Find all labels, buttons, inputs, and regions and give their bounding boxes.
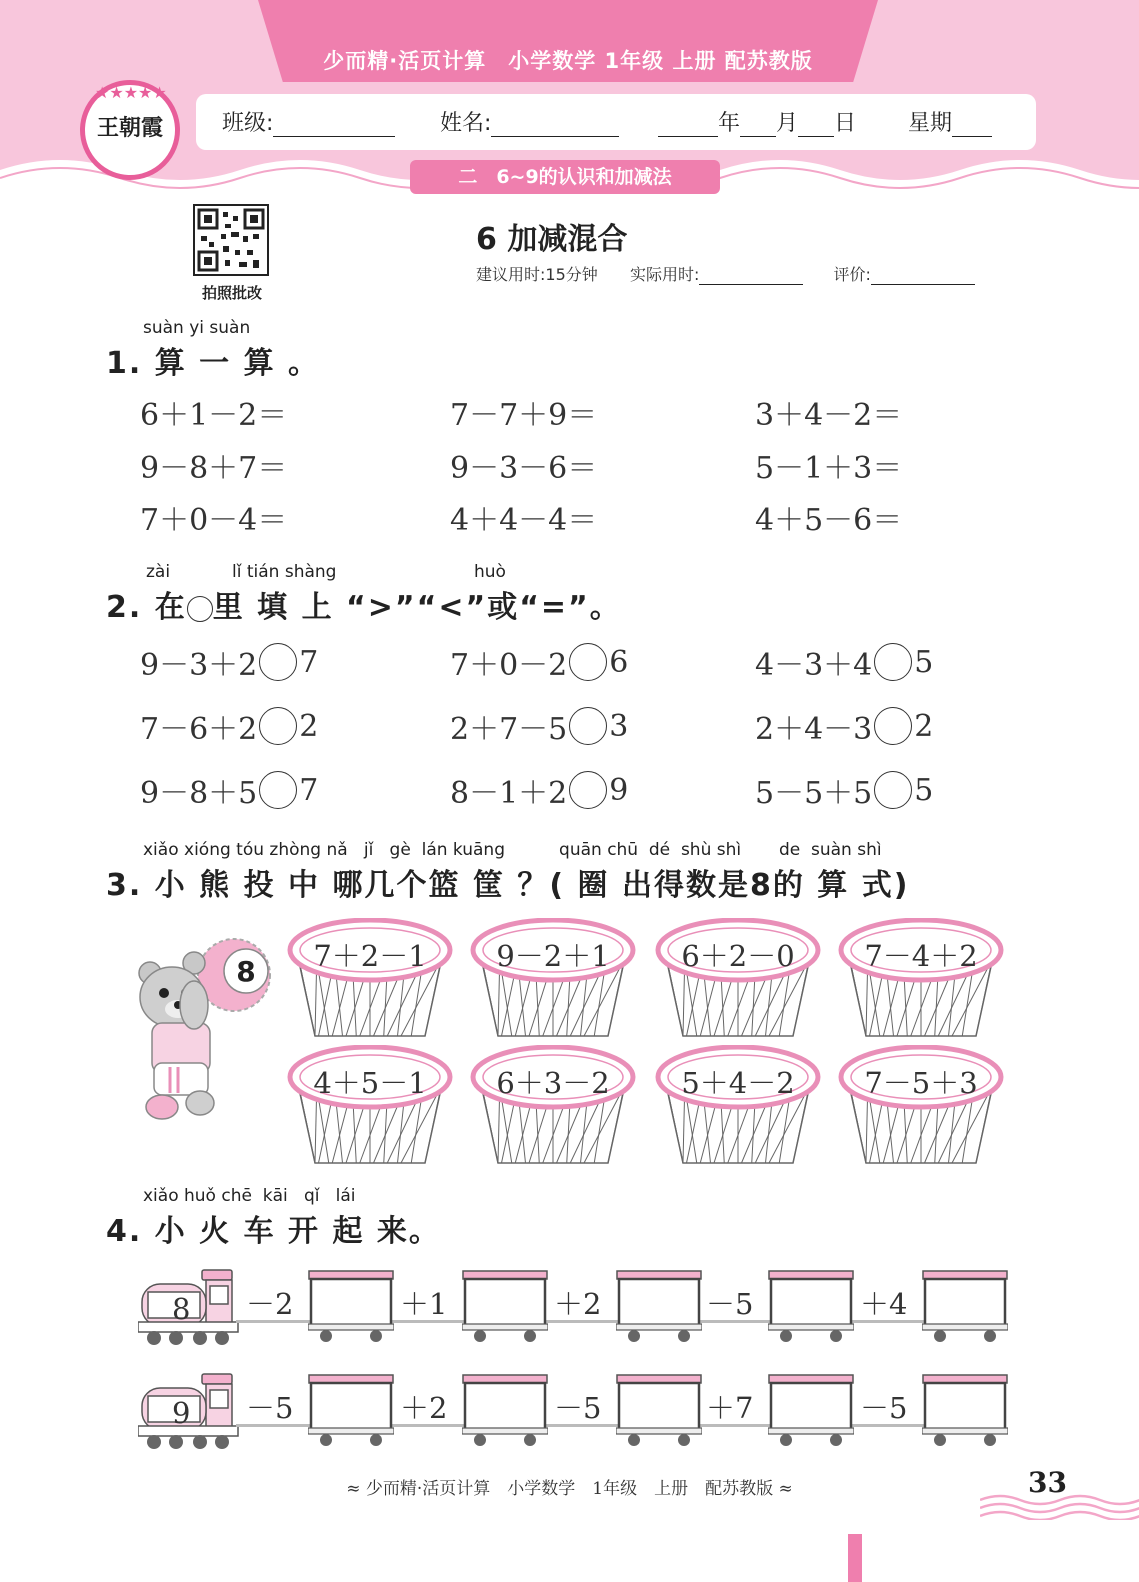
train-car-answer-box[interactable]	[768, 1374, 854, 1452]
q1-item[interactable]: 5－1＋3＝	[755, 451, 903, 486]
q2-item: 9－8＋5 7	[140, 772, 319, 811]
answer-circle[interactable]	[569, 643, 607, 681]
basket-expression: 6＋3－2	[496, 1066, 610, 1100]
q2-item: 4－3＋4 5	[755, 644, 934, 683]
train-operation: －5	[860, 1391, 908, 1425]
bear-icon	[134, 935, 274, 1125]
q2-pinyin: huò	[474, 562, 506, 582]
basket[interactable]	[287, 918, 447, 1048]
q2-item: 8－1＋2 9	[450, 772, 629, 811]
basket-expression: 6＋2－0	[681, 939, 795, 973]
answer-circle[interactable]	[259, 643, 297, 681]
answer-circle[interactable]	[874, 643, 912, 681]
train-car-answer-box[interactable]	[768, 1270, 854, 1348]
answer-circle[interactable]	[259, 771, 297, 809]
q1-item[interactable]: 9－8＋7＝	[140, 451, 288, 486]
train-engine	[138, 1368, 248, 1456]
basket-expression: 7＋2－1	[313, 939, 427, 973]
q2-pinyin: zài	[146, 562, 171, 582]
answer-circle[interactable]	[569, 771, 607, 809]
q4-pinyin: xiǎo huǒ chē kāi qǐ lái	[143, 1186, 356, 1206]
train-operation: －2	[246, 1287, 294, 1321]
train-car-answer-box[interactable]	[616, 1374, 702, 1452]
basket[interactable]	[655, 918, 815, 1048]
class-field[interactable]: 班级:	[222, 106, 395, 137]
train-operation: －5	[246, 1391, 294, 1425]
circle-icon	[187, 596, 213, 622]
train-operation: ＋2	[554, 1287, 602, 1321]
basket-expression: 9－2＋1	[496, 939, 610, 973]
name-field[interactable]: 姓名:	[440, 106, 619, 137]
q1-item[interactable]: 7＋0－4＝	[140, 503, 288, 538]
train-engine	[138, 1264, 248, 1352]
train-car-answer-box[interactable]	[308, 1270, 394, 1348]
q2-item: 9－3＋2 7	[140, 644, 319, 683]
answer-circle[interactable]	[569, 707, 607, 745]
train-start-number: 9	[172, 1396, 191, 1430]
lesson-title: 6 加减混合	[476, 222, 628, 257]
train-operation: －5	[554, 1391, 602, 1425]
train-operation: ＋2	[400, 1391, 448, 1425]
ball-number: 8	[236, 955, 256, 988]
q2-item: 5－5＋5 5	[755, 772, 934, 811]
train-car-answer-box[interactable]	[922, 1270, 1008, 1348]
basket-expression: 7－4＋2	[864, 939, 978, 973]
q1-item[interactable]: 4＋4－4＝	[450, 503, 598, 538]
brand-logo: ★★★★★ 王朝霞	[80, 80, 180, 180]
q2-pinyin: lǐ tián shàng	[232, 562, 337, 582]
answer-circle[interactable]	[259, 707, 297, 745]
q2-item: 7－6＋2 2	[140, 708, 319, 747]
answer-circle[interactable]	[874, 707, 912, 745]
train-car-answer-box[interactable]	[308, 1374, 394, 1452]
q2-item: 7＋0－2 6	[450, 644, 629, 683]
train-operation: ＋7	[706, 1391, 754, 1425]
weekday-field[interactable]: 星期	[908, 106, 992, 137]
qr-label: 拍照批改	[201, 284, 262, 302]
basket-expression: 4＋5－1	[313, 1066, 427, 1100]
q1-item[interactable]: 9－3－6＝	[450, 451, 598, 486]
basket[interactable]	[838, 1045, 998, 1175]
train-car-answer-box[interactable]	[616, 1270, 702, 1348]
page-number: 33	[1028, 1466, 1067, 1499]
q4-title: 4. 小 火 车 开 起 来。	[106, 1214, 441, 1249]
star-icon: ★★★★★	[95, 83, 167, 102]
unit-title: 二 6~9的认识和加减法	[410, 160, 720, 194]
basket[interactable]	[287, 1045, 447, 1175]
q3-title: 3. 小 熊 投 中 哪几个篮 筐 ？( 圈 出得数是8的 算 式)	[106, 868, 910, 903]
q1-item[interactable]: 3＋4－2＝	[755, 398, 903, 433]
train-start-number: 8	[172, 1292, 191, 1326]
q2-item: 2＋7－5 3	[450, 708, 629, 747]
q2-item: 2＋4－3 2	[755, 708, 934, 747]
q3-pinyin: xiǎo xióng tóu zhòng nǎ jǐ gè lán kuāng quān chū dé shù shì de suàn shì	[143, 840, 882, 860]
q1-pinyin: suàn yi suàn	[143, 318, 251, 338]
train-car-answer-box[interactable]	[462, 1374, 548, 1452]
lesson-meta: 建议用时:15分钟 实际用时: 评价:	[476, 262, 975, 285]
q1-title: 1. 算 一 算 。	[106, 346, 321, 381]
basket-expression: 7－5＋3	[864, 1066, 978, 1100]
q1-item[interactable]: 6＋1－2＝	[140, 398, 288, 433]
q1-item[interactable]: 7－7＋9＝	[450, 398, 598, 433]
train-operation: ＋1	[400, 1287, 448, 1321]
train-car-answer-box[interactable]	[922, 1374, 1008, 1452]
q1-item[interactable]: 4＋5－6＝	[755, 503, 903, 538]
footer-text: ≈ 少而精·活页计算 小学数学 1年级 上册 配苏教版 ≈	[346, 1479, 793, 1499]
date-field[interactable]: 年 月 日	[658, 106, 856, 137]
train-operation: ＋4	[860, 1287, 908, 1321]
q2-title: 2. 在 里 填 上 “>”“<”或“=”。	[106, 590, 622, 625]
basket-expression: 5＋4－2	[681, 1066, 795, 1100]
answer-circle[interactable]	[874, 771, 912, 809]
train-operation: －5	[706, 1287, 754, 1321]
qr-code-icon[interactable]	[193, 204, 269, 276]
basket[interactable]	[470, 1045, 630, 1175]
basket[interactable]	[838, 918, 998, 1048]
basket[interactable]	[655, 1045, 815, 1175]
basket[interactable]	[470, 918, 630, 1048]
book-title: 少而精·活页计算 小学数学 1年级 上册 配苏教版	[323, 49, 813, 73]
train-car-answer-box[interactable]	[462, 1270, 548, 1348]
page-tab	[848, 1534, 862, 1582]
